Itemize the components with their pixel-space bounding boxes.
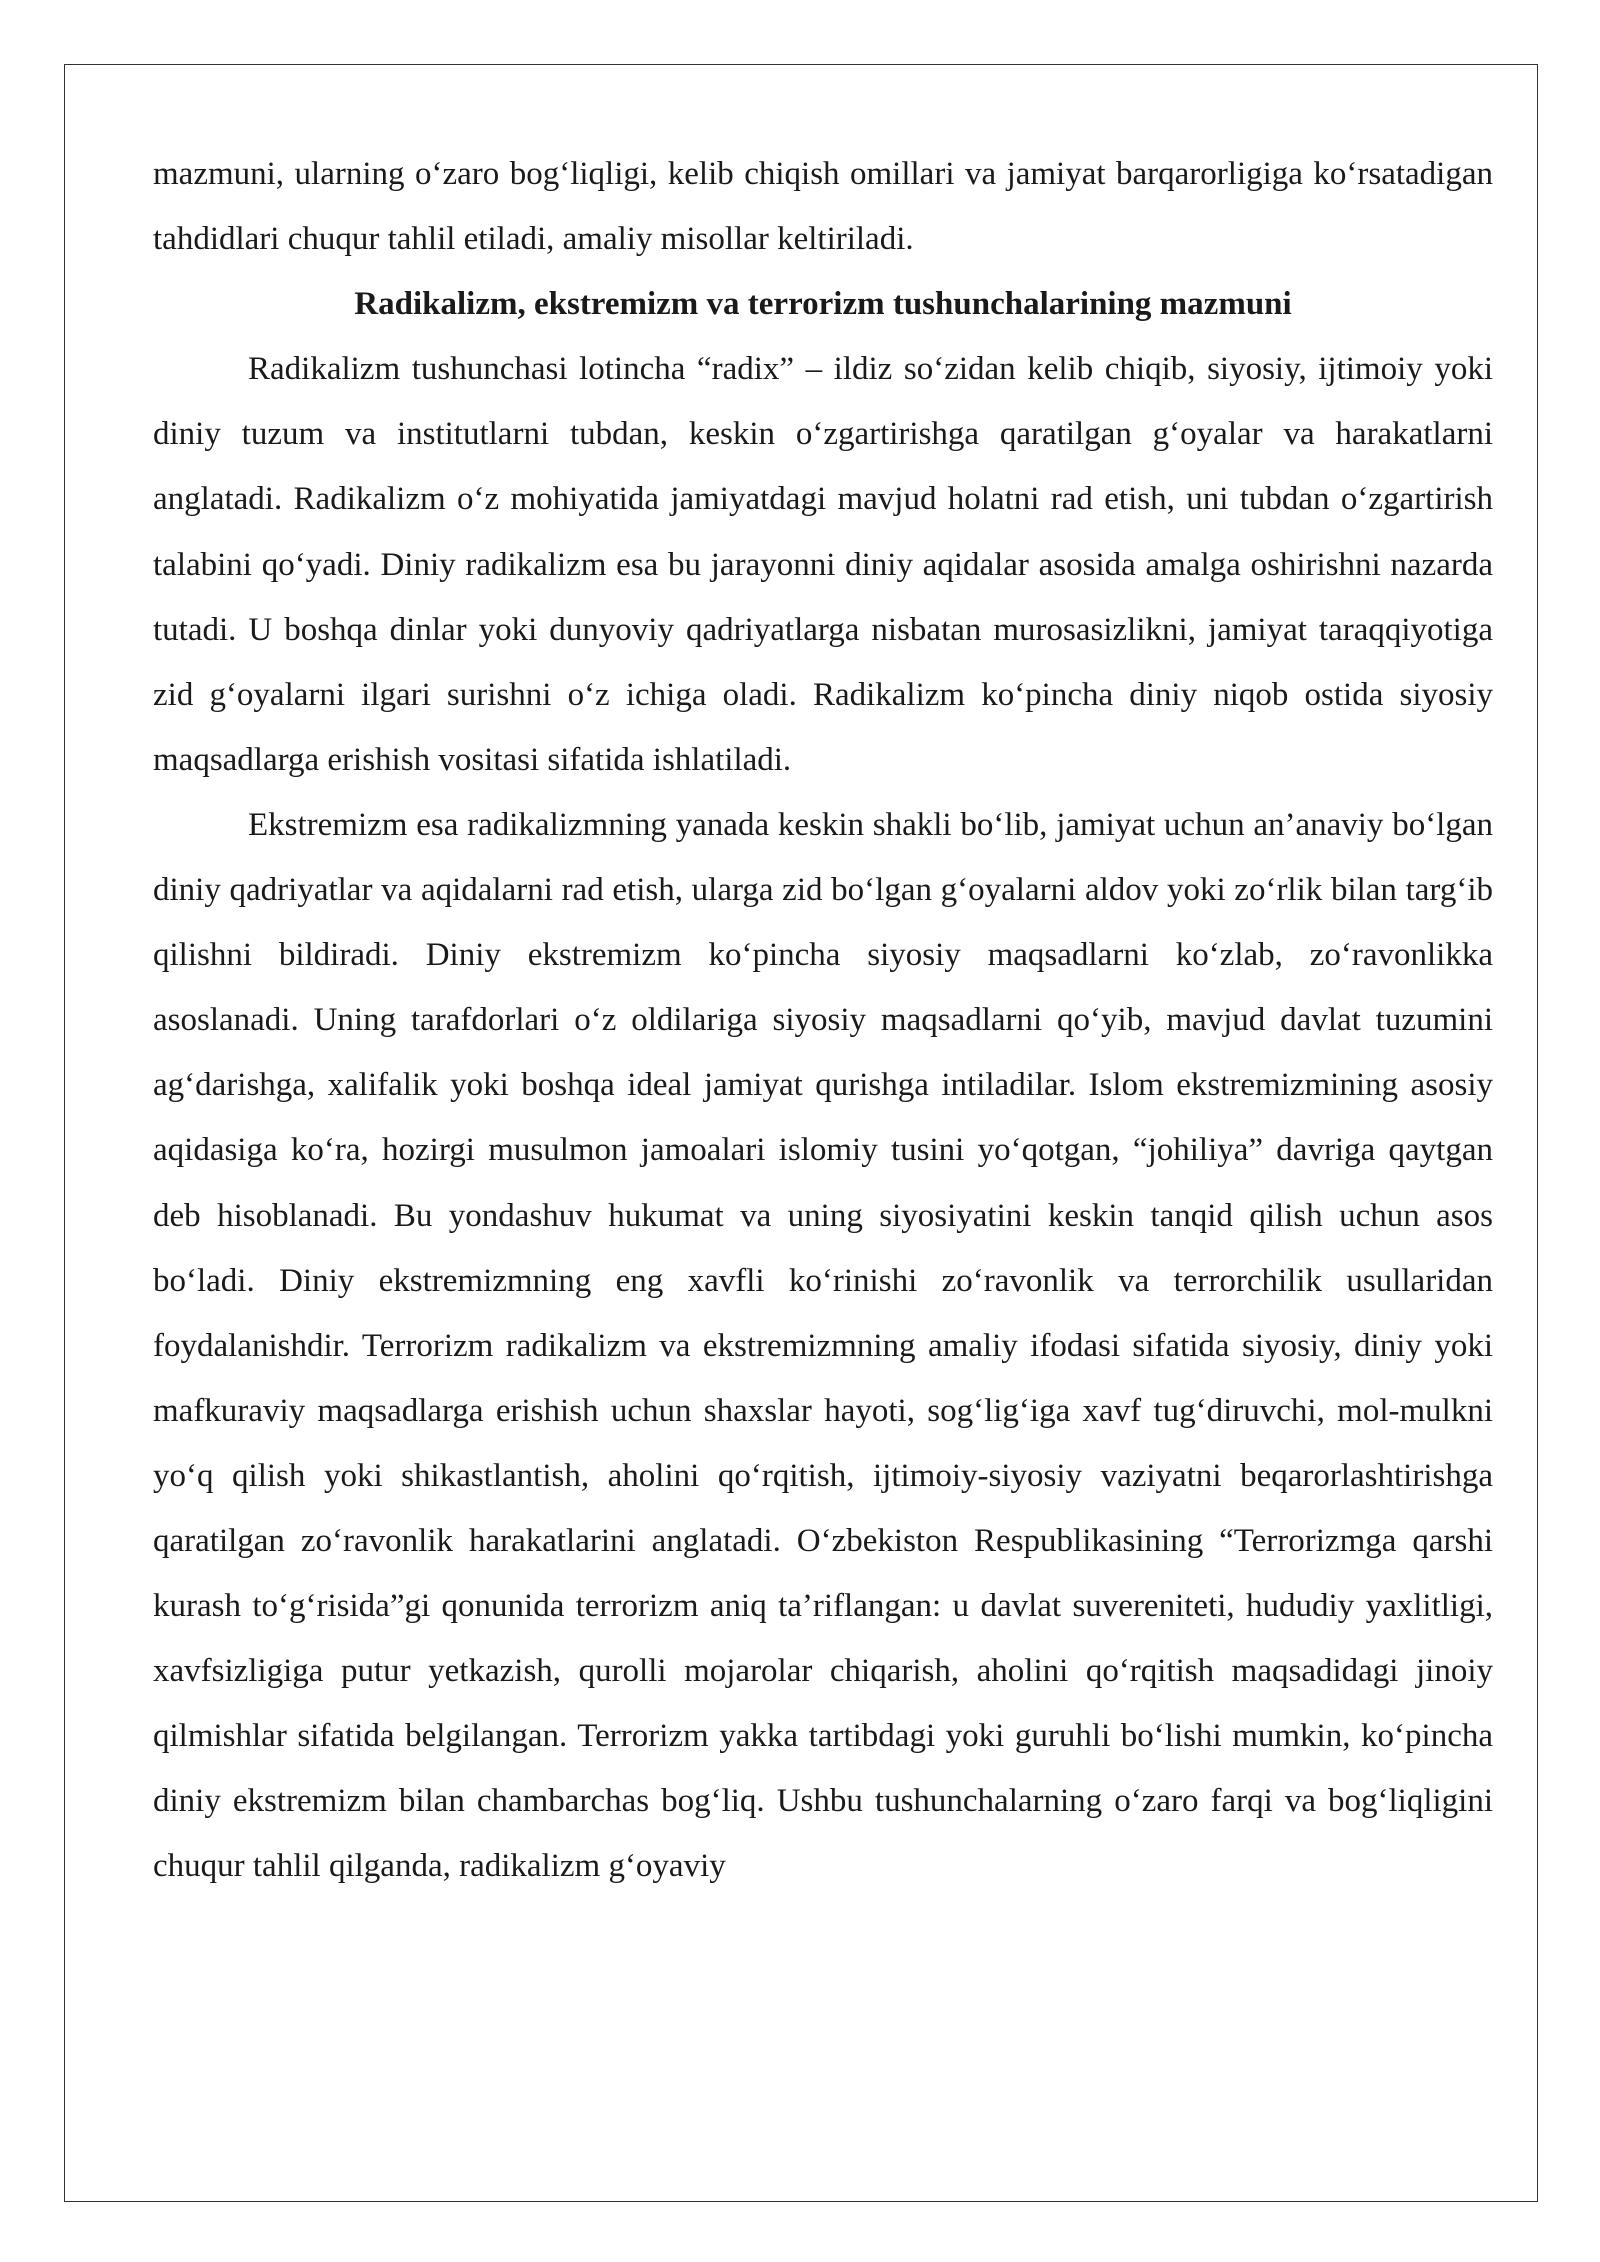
- paragraph-ekstremizm: Ekstremizm esa radikalizmning yanada keskin shakli bo‘lib, jamiyat uchun an’anaviy bo‘lgan diniy qadriyatlar va aqidalarni rad etish, ularga zid bo‘lgan g‘oyalarni aldov yoki zo‘rlik bilan targ‘ib qilishni bildiradi. Diniy ekstremizm ko‘pincha siyosiy maqsadlarni ko‘zlab, zo‘ravonlikka asoslanadi. Uning tarafdorlari o‘z oldilariga siyosiy maqsadlarni qo‘yib, mavjud davlat tuzumini ag‘darishga, xalifalik yoki boshqa ideal jamiyat qurishga intiladilar. Islom ekstremizmining asosiy aqidasiga ko‘ra, hozirgi musulmon jamoalari islomiy tusini yo‘qotgan, “johiliya” davriga qaytgan deb hisoblanadi. Bu yondashuv hukumat va uning siyosiyatini keskin tanqid qilish uchun asos bo‘ladi. Diniy ekstremizmning eng xavfli ko‘rinishi zo‘ravonlik va terrorchilik usullaridan foydalanishdir. Terrorizm radikalizm va ekstremizmning amaliy ifodasi sifatida siyosiy, diniy yoki mafkuraviy maqsadlarga erishish uchun shaxslar hayoti, sog‘lig‘iga xavf tug‘diruvchi, mol-mulkni yo‘q qilish yoki shikastlantish, aholini qo‘rqitish, ijtimoiy-siyosiy vaziyatni beqarorlashtirishga qaratilgan zo‘ravonlik harakatlarini anglatadi. O‘zbekiston Respublikasining “Terrorizmga qarshi kurash to‘g‘risida”gi qonunida terrorizm aniq ta’riflangan: u davlat suvereniteti, hududiy yaxlitligi, xavfsizligiga putur yetkazish, qurolli mojarolar chiqarish, aholini qo‘rqitish maqsadidagi jinoiy qilmishlar sifatida belgilangan. Terrorizm yakka tartibdagi yoki guruhli bo‘lishi mumkin, ko‘pincha diniy ekstremizm bilan chambarchas bog‘liq. Ushbu tushunchalarning o‘zaro farqi va bog‘liqligini chuqur tahlil qilganda, radikalizm g‘oyaviy: [153, 806, 1493, 1885]
- document-body: [153, 142, 1493, 1900]
- section-heading: Radikalizm, ekstremizm va terrorizm tushunchalarining mazmuni: [354, 286, 1292, 323]
- intro-paragraph: mazmuni, ularning o‘zaro bog‘liqligi, kelib chiqish omillari va jamiyat barqarorligiga ko‘rsatadigan tahdidlari chuqur tahlil etiladi, amaliy misollar keltiriladi.: [153, 156, 1493, 258]
- paragraph-radikalizm: Radikalizm tushunchasi lotincha “radix” – ildiz so‘zidan kelib chiqib, siyosiy, ijtimoiy yoki diniy tuzum va institutlarni tubdan, keskin o‘zgartirishga qaratilgan g‘oyalar va harakatlarni anglatadi. Radikalizm o‘z mohiyatida jamiyatdagi mavjud holatni rad etish, uni tubdan o‘zgartirish talabini qo‘yadi. Diniy radikalizm esa bu jarayonni diniy aqidalar asosida amalga oshirishni nazarda tutadi. U boshqa dinlar yoki dunyoviy qadriyatlarga nisbatan murosasizlikni, jamiyat taraqqiyotiga zid g‘oyalarni ilgari surishni o‘z ichiga oladi. Radikalizm ko‘pincha diniy niqob ostida siyosiy maqsadlarga erishish vositasi sifatida ishlatiladi.: [153, 351, 1493, 778]
